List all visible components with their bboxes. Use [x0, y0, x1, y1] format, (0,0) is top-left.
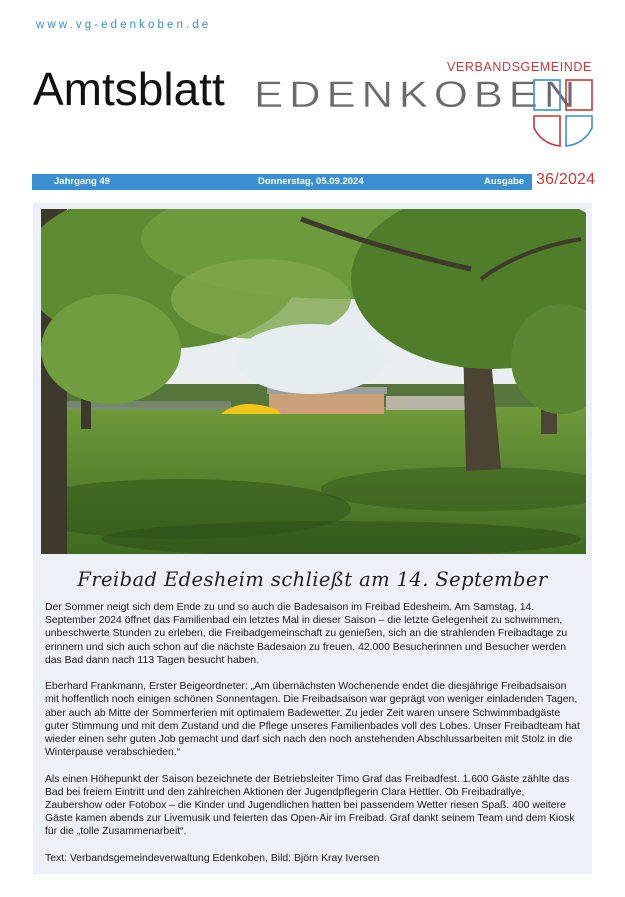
- article-headline: Freibad Edesheim schließt am 14. September: [77, 568, 548, 591]
- municipality-name: EDENKOBEN: [254, 74, 582, 115]
- article-paragraph-1: Der Sommer neigt sich dem Ende zu und so auch die Badesaison im Freibad Edesheim. Am Samstag, 14. September 2024 öffnet das Familienbad ein letztes Mal in dieser Saison – die letzte Gelegenheit zu schwimmen, unbeschwerte Stunden zu erleben, die Freibadgemeinschaft zu genießen, sich an die strahlenden Freibadtage zu erinnern und sich auch schon auf die nächste Badesaion zu freuen. 42.000 Besucherinnen und Besucher werden das Bad dann nach 113 Tagen besucht haben.: [45, 602, 568, 666]
- website-url-link[interactable]: www.vg-edenkoben.de: [36, 19, 212, 31]
- volume-label: Jahrgang 49: [54, 176, 110, 187]
- coat-of-arms-logo: [532, 78, 594, 150]
- issue-date: Donnerstag, 05.09.2024: [258, 176, 364, 187]
- newspaper-title: Amtsblatt: [33, 63, 225, 115]
- article-credits: Text: Verbandsgemeindeverwaltung Edenkoben, Bild: Björn Kray Iversen: [45, 852, 380, 864]
- article-paragraph-3: Als einen Höhepunkt der Saison bezeichnete der Betriebsleiter Timo Graf das Freibadfest. 1.600 Gäste zählte das Bad bei freiem Eintritt und den zahlreichen Aktionen der Jugendpflegerin Clara Hettler. Ob Freibadrallye, Zaubershow oder Fotobox – die Kinder und Jugendlichen hatten bei passendem Wetter riesen Spaß. 400 weitere Gäste kamen abends zur Livemusik und feierten das Open-Air im Freibad. Graf dankt seinem Team und dem Kiosk für die „tolle Zusammenarbeit“.: [45, 773, 575, 838]
- issue-number: 36/2024: [536, 171, 596, 188]
- verbandsgemeinde-label: VERBANDSGEMEINDE: [446, 60, 592, 74]
- edition-label: Ausgabe: [484, 176, 525, 187]
- freibad-photo: [41, 209, 586, 554]
- article-body: [45, 601, 580, 865]
- issue-info-bar: [32, 174, 532, 190]
- article-paragraph-2: Eberhard Frankmann, Erster Beigeordneter: „Am übernächsten Wochenende endet die diesjährige Freibadsaison mit hoffentlich noch einigen schönen Sonnentagen. Die Freibadsaison war geprägt von weniger einladenden Tagen, aber auch ab Mitte der Sommerferien mit optimalem Badewetter. Zu jeder Zeit waren unsere Schwimmbadgäste guter Stimmung und mit dem Zustand und die Pflege unseres Familienbades voll des Lobes. Unser Freibadteam hat wieder einen sehr guten Job gemacht und darf sich nach den noch anstehenden Abschlussarbeiten mit Stolz in die Winterpause verabschieden.“: [45, 681, 580, 759]
